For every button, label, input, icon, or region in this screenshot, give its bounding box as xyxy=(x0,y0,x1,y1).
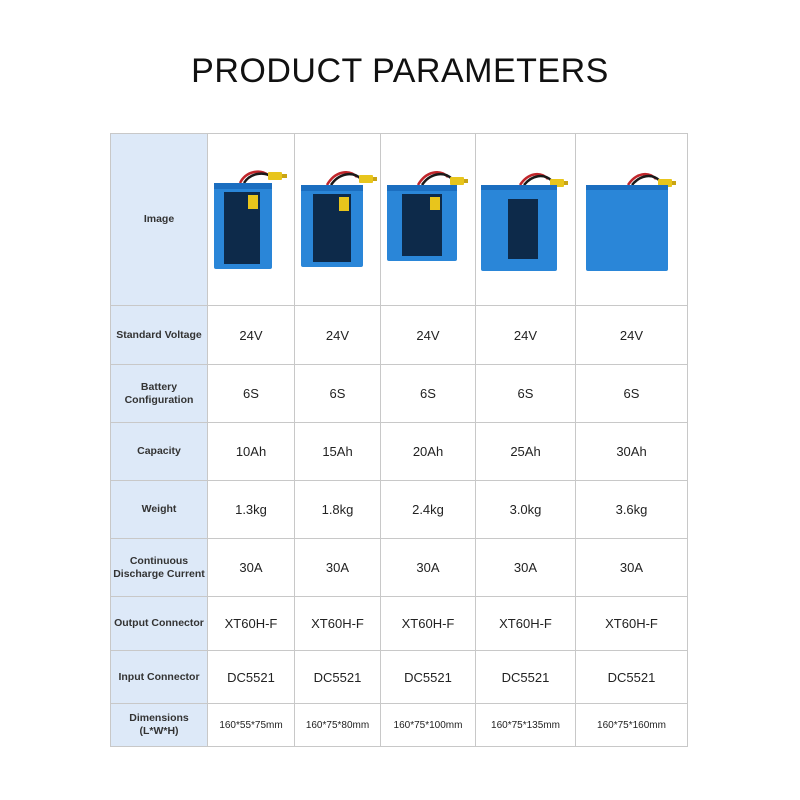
row-label-battery-configuration: Battery Configuration xyxy=(111,365,208,423)
product-parameters-table xyxy=(110,133,688,747)
product-image-cell xyxy=(476,134,576,306)
row-label-line: Continuous xyxy=(129,554,189,567)
battery-pack-image xyxy=(478,165,574,275)
table-cell: 24V xyxy=(295,306,381,365)
table-cell: DC5521 xyxy=(576,651,688,704)
table-cell: 6S xyxy=(476,365,576,423)
table-cell: DC5521 xyxy=(208,651,295,704)
table-cell: 25Ah xyxy=(476,423,576,481)
row-label-weight: Weight xyxy=(111,481,208,539)
table-cell: 2.4kg xyxy=(381,481,476,539)
table-row-continuous-discharge-current xyxy=(111,539,688,597)
table-cell: 6S xyxy=(208,365,295,423)
table-cell: 160*75*160mm xyxy=(576,704,688,747)
table-row-capacity xyxy=(111,423,688,481)
row-label-dimensions: Dimensions (L*W*H) xyxy=(111,704,208,747)
row-label-continuous-discharge-current xyxy=(111,539,208,597)
table-row-weight xyxy=(111,481,688,539)
table-cell: 24V xyxy=(208,306,295,365)
table-cell: 3.0kg xyxy=(476,481,576,539)
table-cell: 24V xyxy=(381,306,476,365)
product-image-cell xyxy=(295,134,381,306)
product-image-cell xyxy=(381,134,476,306)
table-cell: 30A xyxy=(208,539,295,597)
table-cell: 30A xyxy=(576,539,688,597)
row-label-input-connector: Input Connector xyxy=(111,651,208,704)
table-cell: DC5521 xyxy=(381,651,476,704)
row-label-standard-voltage: Standard Voltage xyxy=(111,306,208,365)
table-cell: 6S xyxy=(381,365,476,423)
row-label-capacity: Capacity xyxy=(111,423,208,481)
table-row-battery-configuration xyxy=(111,365,688,423)
battery-pack-image xyxy=(210,165,292,275)
table-cell: 30A xyxy=(476,539,576,597)
table-cell: XT60H-F xyxy=(576,597,688,651)
battery-pack-image xyxy=(297,165,379,275)
table-row-standard-voltage xyxy=(111,306,688,365)
table-cell: 6S xyxy=(295,365,381,423)
table-row-output-connector xyxy=(111,597,688,651)
table-cell: 15Ah xyxy=(295,423,381,481)
table-cell: XT60H-F xyxy=(476,597,576,651)
table-cell: 3.6kg xyxy=(576,481,688,539)
table-cell: 30A xyxy=(295,539,381,597)
table-cell: XT60H-F xyxy=(381,597,476,651)
battery-pack-image xyxy=(384,165,472,275)
table-cell: 160*75*80mm xyxy=(295,704,381,747)
table-cell: DC5521 xyxy=(295,651,381,704)
table-row-input-connector xyxy=(111,651,688,704)
table-cell: 6S xyxy=(576,365,688,423)
table-cell: XT60H-F xyxy=(295,597,381,651)
product-image-cell xyxy=(576,134,688,306)
table-cell: 24V xyxy=(576,306,688,365)
table-row-image xyxy=(111,134,688,306)
table-row-dimensions xyxy=(111,704,688,747)
row-label-output-connector: Output Connector xyxy=(111,597,208,651)
table-cell: 160*75*135mm xyxy=(476,704,576,747)
table-cell: XT60H-F xyxy=(208,597,295,651)
battery-pack-image xyxy=(582,165,682,275)
product-image-cell xyxy=(208,134,295,306)
table-cell: DC5521 xyxy=(476,651,576,704)
table-cell: 30A xyxy=(381,539,476,597)
table-cell: 30Ah xyxy=(576,423,688,481)
table-cell: 1.3kg xyxy=(208,481,295,539)
row-label-image: Image xyxy=(111,134,208,306)
page-title: PRODUCT PARAMETERS xyxy=(191,52,609,90)
row-label-line: Discharge Current xyxy=(113,567,205,580)
table-cell: 1.8kg xyxy=(295,481,381,539)
table-cell: 24V xyxy=(476,306,576,365)
table-cell: 160*55*75mm xyxy=(208,704,295,747)
table-cell: 10Ah xyxy=(208,423,295,481)
table-cell: 160*75*100mm xyxy=(381,704,476,747)
table-cell: 20Ah xyxy=(381,423,476,481)
